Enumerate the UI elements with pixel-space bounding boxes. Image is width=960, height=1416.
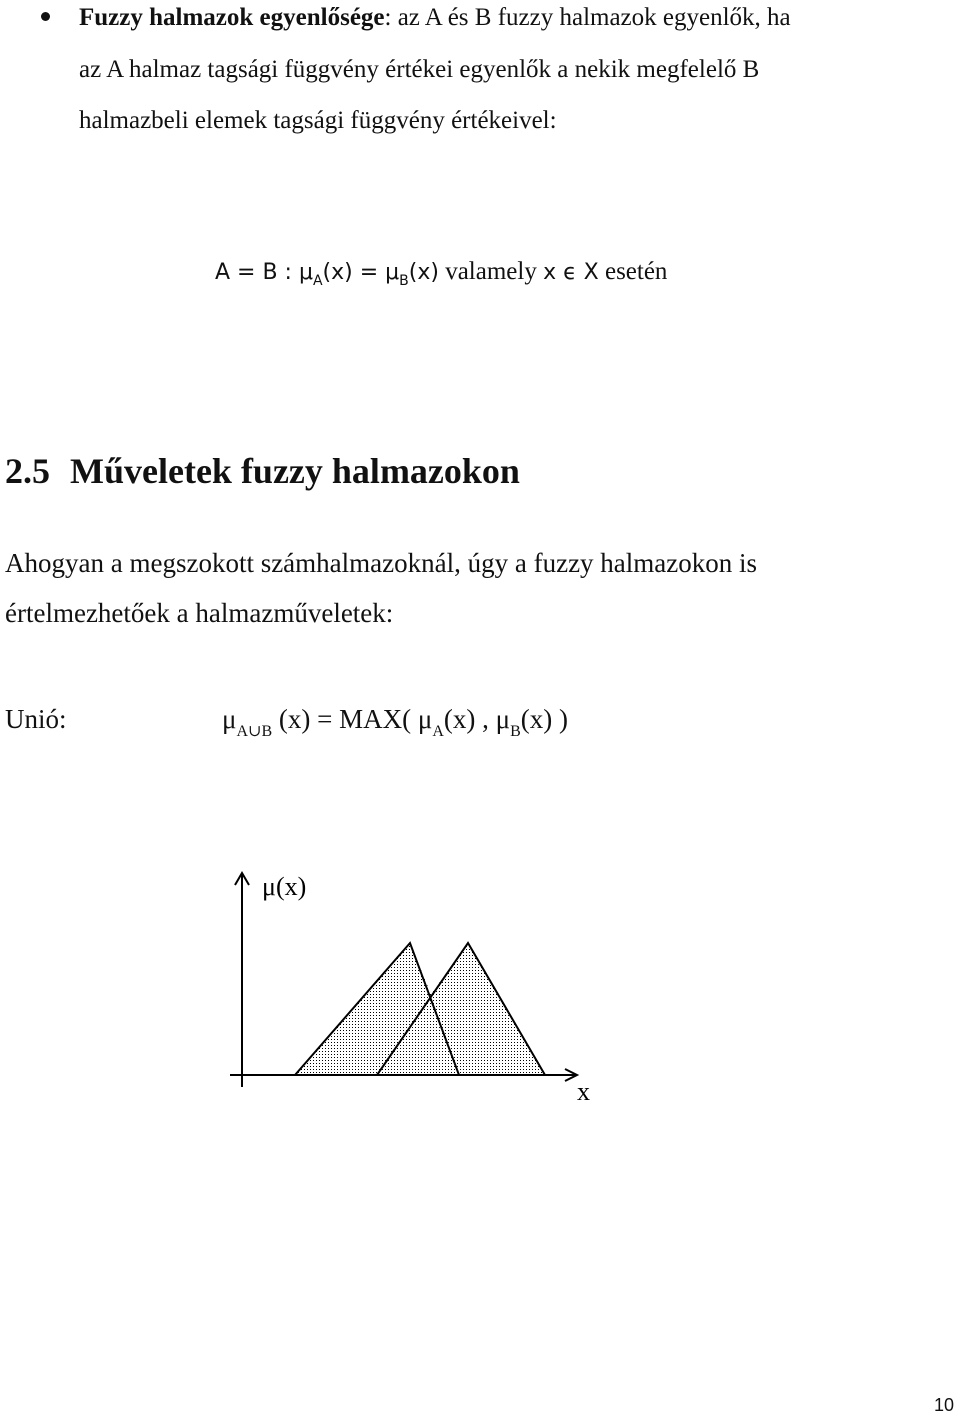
union-mid-2: (x) , μ <box>443 704 511 734</box>
page-number: 10 <box>934 1395 955 1415</box>
formula-sub-b: B <box>399 273 409 289</box>
intro-line-1-rest: : az A és B fuzzy halmazok egyenlők, ha <box>384 4 791 31</box>
y-axis-label: μ(x) <box>262 872 307 901</box>
intro-line-3: halmazbeli elemek tagsági függvény értékeivel: <box>79 107 557 134</box>
section-number: 2.5 <box>5 451 50 491</box>
formula-x: (x) <box>408 260 439 285</box>
formula-text-2: esetén <box>598 258 668 285</box>
x-axis-label: x <box>577 1077 590 1106</box>
union-mid: (x) = MAX( μ <box>272 704 433 734</box>
section-title: Műveletek fuzzy halmazokon <box>70 451 520 491</box>
paragraph-line-1: Ahogyan a megszokott számhalmazoknál, úgy a fuzzy halmazokon is <box>5 548 758 578</box>
bullet-dot <box>41 12 50 21</box>
formula-member: x ϵ X <box>543 260 599 285</box>
formula-mid: (x) = μ <box>322 260 400 285</box>
intro-line-1 <box>79 5 791 31</box>
union-diagram <box>225 855 605 1115</box>
intro-line-2: az A halmaz tagsági függvény értékei egyenlők a nekik megfelelő B <box>79 56 760 83</box>
union-formula <box>222 704 568 740</box>
formula-text-1: valamely <box>438 258 544 285</box>
union-sub-a: A <box>432 723 444 740</box>
section-heading <box>5 450 520 492</box>
equality-formula <box>215 258 668 289</box>
paragraph-line-2: értelmezhetőek a halmazműveletek: <box>5 598 394 628</box>
intro-term: Fuzzy halmazok egyenlősége <box>79 4 385 31</box>
union-label: Unió: <box>5 704 67 734</box>
union-mu: μ <box>222 704 237 734</box>
union-sub-b: B <box>510 723 521 740</box>
union-sub: A∪B <box>236 723 273 740</box>
formula-sub-a: A <box>312 273 323 289</box>
union-end: (x) ) <box>520 704 568 734</box>
formula-lhs: A = B : μ <box>215 260 313 285</box>
